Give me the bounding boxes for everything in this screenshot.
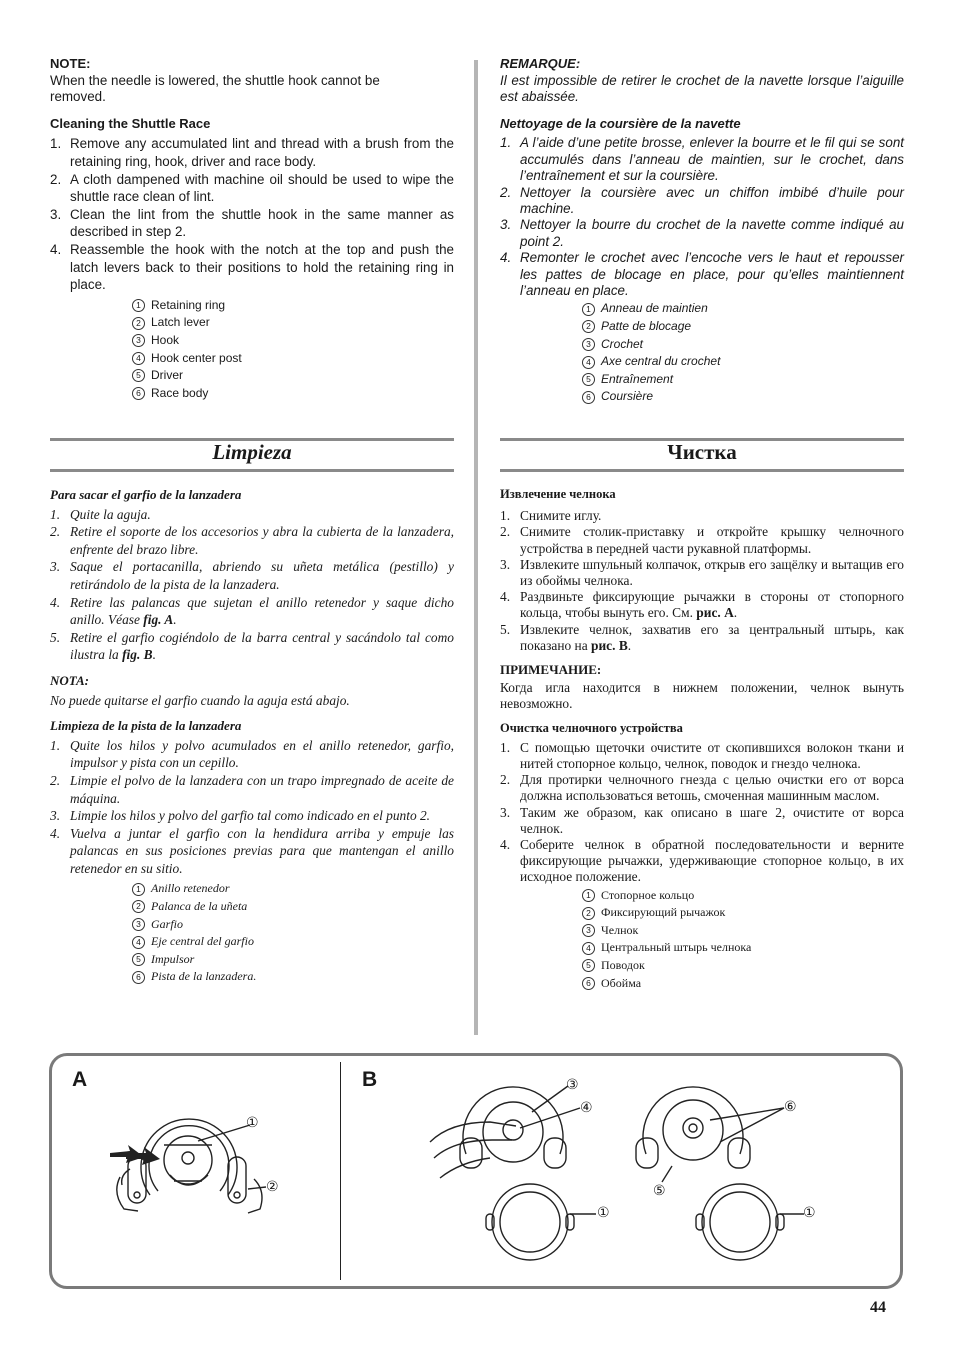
french-note-text: Il est impossible de retirer le crochet de la navette lorsque l’aiguille est abaissée. — [500, 72, 904, 105]
part-item: 4 Axe central du crochet — [582, 353, 904, 371]
russian-note-text: Когда игла находится в нижнем положении, челнок вынуть невозможно. — [500, 680, 904, 712]
spanish-remove-steps — [50, 506, 454, 664]
figure-a-illustration — [100, 1105, 290, 1220]
step-item: 2. Снимите столик-приставку и откройте крышку челночного устройства в передней части рукавной платформы. — [500, 524, 904, 556]
part-item: 2 Patte de blocage — [582, 318, 904, 336]
part-number: 2 — [132, 317, 145, 330]
part-number: 2 — [132, 900, 145, 913]
spanish-title: Limpieza — [212, 440, 292, 464]
russian-note-label: ПРИМЕЧАНИЕ: — [500, 662, 602, 678]
french-note-label: REMARQUE: — [500, 56, 581, 71]
step-item: 3. Извлеките шпульный колпачок, открыв его защёлку и вытащив его из обоймы челнока. — [500, 556, 904, 589]
spanish-heading-clean: Limpieza de la pista de la lanzadera — [50, 718, 242, 734]
step-item: 1. Remove any accumulated lint and thread with a brush from the retaining ring, hook, driver and race body. — [50, 136, 454, 169]
step-item: 4. Vuelva a juntar el garfio con la hendidura arriba y empuje las palancas en sus posiciones previas para que mantengan el anillo retenedor en su sitio. — [50, 825, 454, 876]
russian-heading-remove: Извлечение челнока — [500, 487, 616, 501]
spanish-note-text: No puede quitarse el garfio cuando la aguja está abajo. — [50, 692, 350, 708]
step-item: 1. С помощью щеточки очистите от скопившихся волокон ткани и нитей стопорное кольцо, челнок, поводок и гнездо челнока. — [500, 739, 904, 772]
figure-b-callout-1-left: ① — [597, 1205, 610, 1221]
column-divider — [474, 60, 478, 1035]
part-number: 5 — [132, 953, 145, 966]
spanish-parts-list — [132, 880, 454, 986]
step-item: 2. Nettoyer la coursière avec un chiffon imbibé d’huile pour machine. — [500, 184, 904, 216]
step-item: 1. Quite los hilos y polvo acumulados en el anillo retenedor, garfio, impulsor y pista con un cepillo. — [50, 737, 454, 771]
figure-b-callout-4: ④ — [580, 1100, 593, 1116]
figure-reference: рис. А — [696, 605, 734, 621]
part-number: 3 — [582, 338, 595, 351]
part-item: 6 Race body — [132, 385, 454, 403]
part-item: 1 Retaining ring — [132, 297, 454, 315]
figure-b-callout-6: ⑥ — [784, 1099, 797, 1115]
page-number: 44 — [870, 1299, 886, 1316]
figure-b-callout-1-right: ① — [803, 1205, 816, 1221]
part-item: 4 Eje central del garfio — [132, 933, 454, 951]
part-number: 6 — [582, 977, 595, 990]
part-item: 6 Coursière — [582, 388, 904, 406]
part-number: 1 — [582, 889, 595, 902]
russian-heading-clean: Очистка челночного устройства — [500, 720, 683, 735]
step-item: 3. Limpie los hilos y polvo del garfio tal como indicado en el punto 2. — [50, 808, 431, 824]
step-item: 2. Limpie el polvo de la lanzadera con un trapo impregnado de aceite de máquina. — [50, 772, 454, 806]
figure-a-callout-2: ② — [266, 1179, 279, 1195]
part-item: 5 Поводок — [582, 957, 904, 975]
step-item: 3. Saque el portacanilla, abriendo su uñeta metálica (pestillo) y retirándolo de la pista de la lanzadera. — [50, 559, 454, 592]
figure-divider — [340, 1062, 341, 1280]
part-number: 6 — [132, 971, 145, 984]
step-item: 5. Извлеките челнок, захватив его за центральный штырь, как показано на рис. В. — [500, 621, 904, 653]
english-heading: Cleaning the Shuttle Race — [50, 115, 211, 131]
part-number: 1 — [132, 299, 145, 312]
part-number: 4 — [132, 352, 145, 365]
french-heading: Nettoyage de la coursière de la navette — [500, 115, 741, 131]
part-item: 4 Центральный штырь челнока — [582, 939, 904, 957]
step-item: 1. Снимите иглу. — [500, 508, 602, 524]
russian-title: Чистка — [667, 440, 737, 464]
part-item: 6 Pista de la lanzadera. — [132, 968, 454, 986]
part-item: 1 Стопорное кольцо — [582, 887, 904, 905]
part-item: 2 Фиксирующий рычажок — [582, 904, 904, 922]
part-number: 4 — [582, 356, 595, 369]
russian-section — [500, 486, 904, 992]
part-item: 1 Anillo retenedor — [132, 880, 454, 898]
step-item: 3. Nettoyer la bourre du crochet de la navette comme indiqué au point 2. — [500, 217, 904, 249]
russian-title-bar-bottom — [500, 469, 904, 472]
step-item: 5. Retire el garfio cogiéndolo de la barra central y sacándolo tal como ilustra la fig. B. — [50, 629, 454, 663]
part-number: 2 — [582, 320, 595, 333]
part-item: 3 Hook — [132, 332, 454, 350]
step-item: 2. A cloth dampened with machine oil should be used to wipe the shuttle race clean of lint. — [50, 171, 454, 205]
part-item: 5 Impulsor — [132, 951, 454, 969]
step-item: 4. Retire las palancas que sujetan el anillo retenedor y saque dicho anillo. Véase fig. A. — [50, 594, 454, 628]
spanish-note-label: NOTA: — [50, 672, 89, 688]
russian-parts-list — [582, 887, 904, 993]
part-number: 3 — [132, 334, 145, 347]
part-number: 1 — [132, 883, 145, 896]
english-steps — [50, 135, 454, 293]
part-item: 3 Челнок — [582, 922, 904, 940]
step-item: 3. Clean the lint from the shuttle hook in the same manner as described in step 2. — [50, 206, 454, 240]
step-item: 4. Соберите челнок в обратной последовательности и верните фиксирующие рычажки, удерживающие стопорное кольцо, в их исходное положение. — [500, 837, 904, 885]
part-item: 2 Palanca de la uñeta — [132, 898, 454, 916]
figure-reference: fig. A — [143, 612, 174, 628]
part-item: 5 Driver — [132, 367, 454, 385]
part-number: 4 — [132, 936, 145, 949]
figure-b-callout-5: ⑤ — [653, 1183, 666, 1199]
figure-b-callout-3: ③ — [566, 1077, 579, 1093]
step-item: 1. A l’aide d’une petite brosse, enlever la bourre et le fil qui se sont accumulés dans l’anneau de maintien, sur le crochet, dans l’entraînement et sur la coursière. — [500, 135, 904, 184]
figure-reference: рис. В — [591, 637, 628, 653]
step-item: 4. Reassemble the hook with the notch at the top and push the latch levers back to their positions to hold the retaining ring in place. — [50, 241, 454, 293]
figure-b-illustration — [420, 1082, 840, 1272]
english-parts-list — [132, 297, 454, 403]
figure-label-a: A — [72, 1068, 88, 1091]
part-number: 3 — [132, 918, 145, 931]
part-item: 4 Hook center post — [132, 350, 454, 368]
part-number: 5 — [582, 373, 595, 386]
french-steps — [500, 135, 904, 299]
part-item: 3 Crochet — [582, 336, 904, 354]
part-item: 2 Latch lever — [132, 314, 454, 332]
part-number: 1 — [582, 303, 595, 316]
part-item: 3 Garfio — [132, 916, 454, 934]
figure-a-callout-1: ① — [246, 1115, 259, 1131]
part-number: 5 — [132, 369, 145, 382]
part-item: 6 Обойма — [582, 975, 904, 993]
french-section — [500, 56, 904, 406]
spanish-clean-steps — [50, 737, 454, 878]
figure-label-b: B — [362, 1068, 378, 1091]
step-item: 2. Для протирки челночного гнезда с целью очистки его от ворса должна использоваться ветошь, смоченная машинным маслом. — [500, 772, 904, 804]
step-item: 3. Таким же образом, как описано в шаге 2, очистите от ворса челнок. — [500, 804, 904, 836]
spanish-heading-remove: Para sacar el garfio de la lanzadera — [50, 487, 242, 502]
part-number: 2 — [582, 907, 595, 920]
spanish-section — [50, 486, 454, 986]
step-item: 4. Раздвиньте фиксирующие рычажки в стороны от стопорного кольца, чтобы вынуть его. См. рис. А. — [500, 589, 904, 621]
spanish-title-bar-bottom — [50, 469, 454, 472]
part-number: 3 — [582, 924, 595, 937]
part-number: 6 — [582, 391, 595, 404]
russian-clean-steps — [500, 740, 904, 886]
part-item: 1 Anneau de maintien — [582, 300, 904, 318]
part-number: 4 — [582, 942, 595, 955]
russian-remove-steps — [500, 508, 904, 654]
english-note-label: NOTE: — [50, 56, 91, 71]
figure-reference: fig. B — [122, 647, 153, 663]
part-item: 5 Entraînement — [582, 371, 904, 389]
english-section — [50, 56, 454, 402]
step-item: 4. Remonter le crochet avec l’encoche vers le haut et repousser les pattes de blocage en place, pour qu’elles maintiennent l’anneau en place. — [500, 250, 904, 299]
english-note-text: When the needle is lowered, the shuttle hook cannot be removed. — [50, 72, 380, 105]
french-parts-list — [582, 300, 904, 406]
part-number: 6 — [132, 387, 145, 400]
step-item: 2. Retire el soporte de los accesorios y abra la cubierta de la lanzadera, enfrente del brazo libre. — [50, 524, 454, 557]
step-item: 1. Quite la aguja. — [50, 506, 151, 522]
part-number: 5 — [582, 959, 595, 972]
